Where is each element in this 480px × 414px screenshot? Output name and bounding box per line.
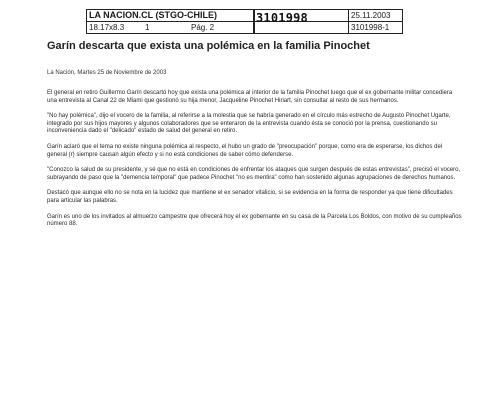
clip-reference: 3101998-1 <box>349 22 403 34</box>
clip-id: 3101998 <box>256 11 308 25</box>
paragraph-6: Garín es uno de los invitados al almuerzo campestre que ofrecerá hoy el ex gobernante en su casa de la Parcela Los Boldos, con motivo de su cumpleaños número 88. <box>47 213 462 228</box>
article-body <box>47 90 462 237</box>
size-number-page-cell <box>87 22 254 34</box>
clip-number: 1 <box>145 23 150 32</box>
clipping-header-table <box>86 9 403 34</box>
article-headline: Garín descarta que exista una polémica en la familia Pinochet <box>47 40 370 52</box>
source-name: LA NACION.CL (STGO-CHILE) <box>87 10 254 22</box>
paragraph-2: "No hay polémica", dijo el vocero de la familia, al referirse a la molestia que se habría generado en el círculo más estrecho de Augusto Pinochet Ugarte, integrado por sus hijos mayores y algunos colaboradores que se enteraron de la entrevista cuando ésta se conoció por la prensa, cuestionando su inconveniencia dado el "delicado" estado de salud del general en retiro. <box>47 113 451 135</box>
clip-page: Pág. 2 <box>191 23 215 32</box>
paragraph-4: "Conozco la salud de su presidente, y sé que no está en condiciones de enfrentar los ataques que surgen después de estas entrevistas", precisó el vocero, subrayando de paso que la "demencia temporal" que padece Pinochet "no es mentira" como han sostenido algunas agrupaciones de derechos humanos. <box>47 167 461 181</box>
paragraph-5: Destacó que aunque ello no se nota en la lucidez que mantiene el ex senador vitalicio, si se evidencia en la forma de responder ya que tiene dificultades para articular las palabras. <box>47 190 453 204</box>
paragraph-1: El general en retiro Guillermo Garín descartó hoy que exista una polémica al interior de la familia Pinochet luego que el ex gobernante militar concediera una entrevista al Canal 22 de Miami que gestionó su hija menor, Jacqueline Pinochet Hiriart, sin consultar al resto de sus hermanos. <box>47 90 453 104</box>
clip-size: 18.17x8.3 <box>89 23 125 32</box>
clip-date: 25.11.2003 <box>349 10 403 22</box>
paragraph-3: Garín aclaró que el tema no existe ninguna polémica al respecto, el hubo un grado de "preocupación" porque, como era de esperarse, los dichos del general (r) siempre causan algún efecto y si no está condiciones de saber cómo defenderse. <box>47 143 443 158</box>
article-dateline: La Nación, Martes 25 de Noviembre de 2003 <box>47 70 167 76</box>
